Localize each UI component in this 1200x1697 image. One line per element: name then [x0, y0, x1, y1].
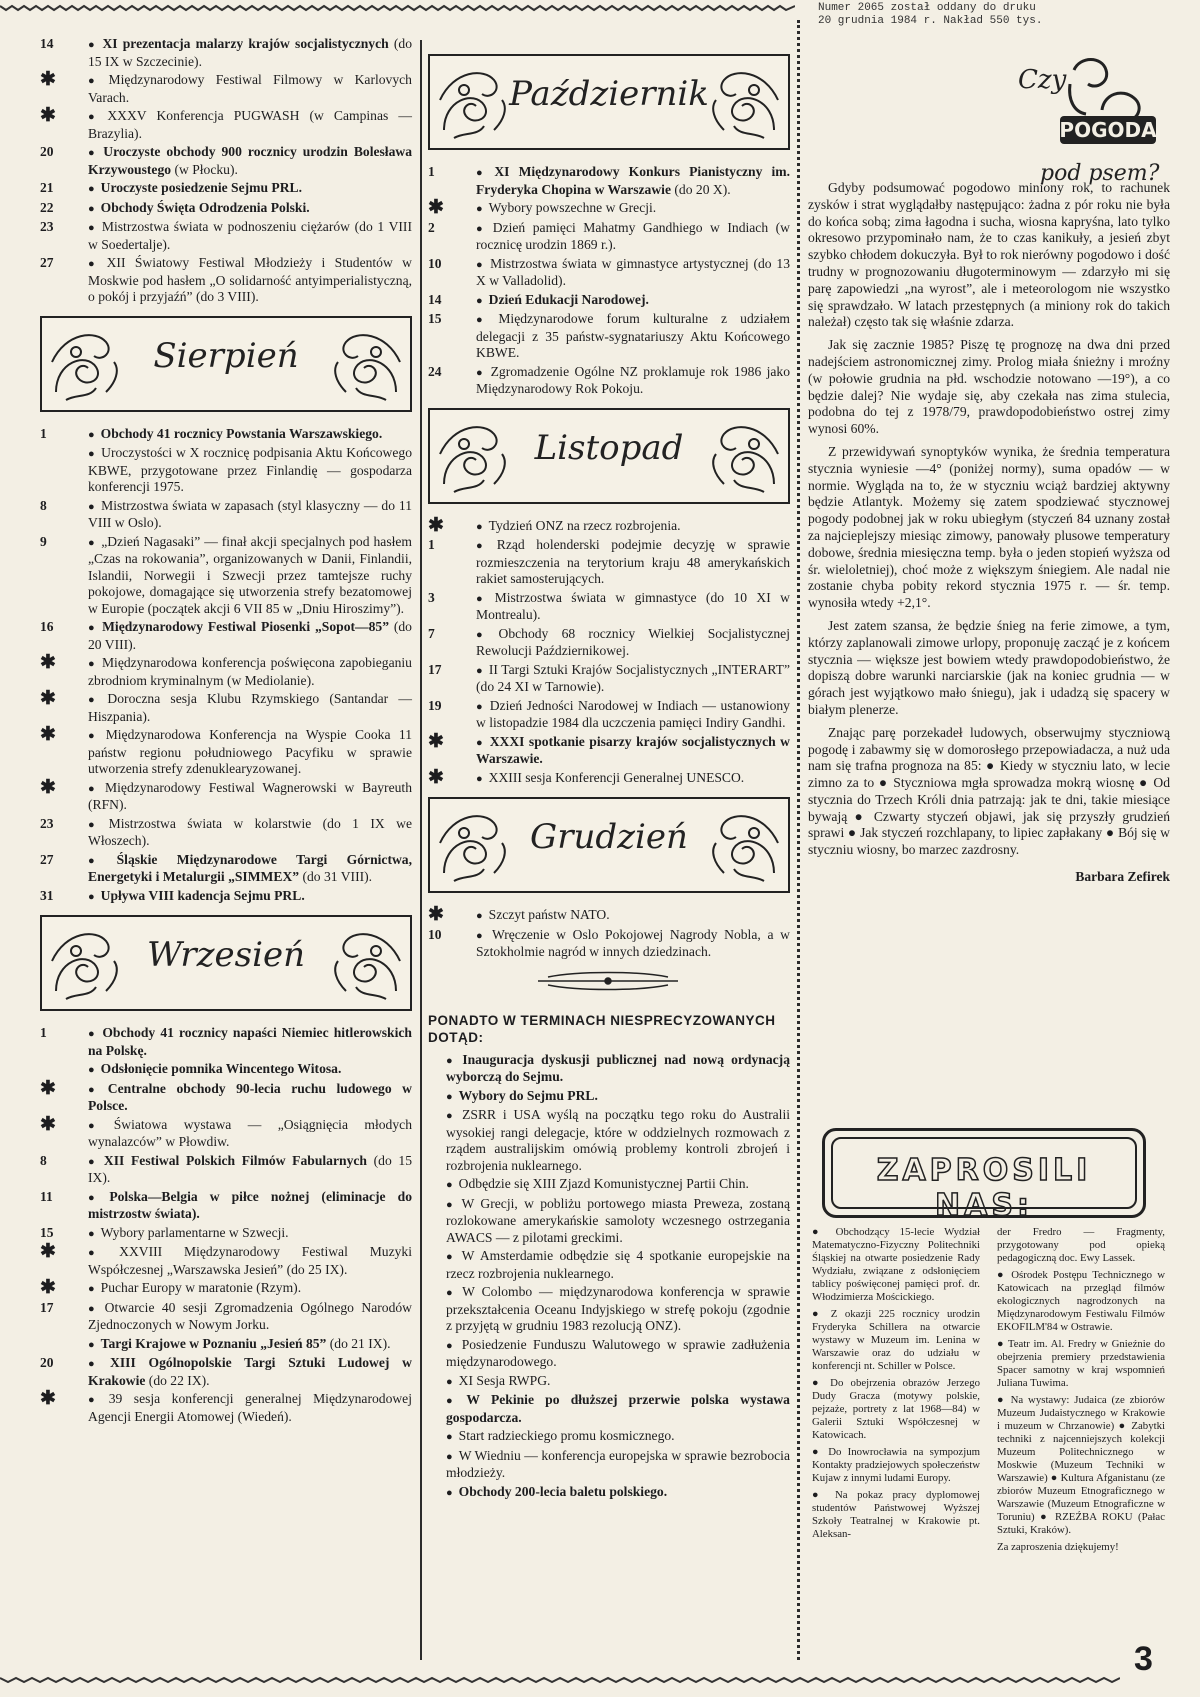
- event-text: ● Mistrzostwa świata w gimnastyce (do 10 XI w Montrealu).: [476, 590, 790, 624]
- month-banner-listopad: [428, 408, 790, 504]
- event-text: ● Odsłonięcie pomnika Wincentego Witosa.: [88, 1061, 412, 1079]
- invitation-item: ● Do obejrzenia obrazów Jerzego Dudy Gracza (motywy polskie, pejzaże, portrety z lat 1968—84) w Galerii Sztuki Współczesnej w Katowicach.: [812, 1377, 980, 1441]
- zaprosili-right-column: [997, 1226, 1165, 1558]
- event-date: 27: [40, 255, 54, 270]
- event-date: 14: [40, 36, 54, 51]
- unscheduled-item-text: ● Start radzieckiego promu kosmicznego.: [446, 1428, 790, 1446]
- event-text: ● Centralne obchody 90-lecia ruchu ludowego w Polsce.: [88, 1081, 412, 1115]
- event-text: ● XXVIII Międzynarodowy Festiwal Muzyki Współczesnej „Warszawska Jesień” (do 25 IX).: [88, 1244, 412, 1278]
- event-text: ● Międzynarodowa konferencja poświęcona zapobieganiu zbrodniom kryminalnym (w Mediolanie).: [88, 655, 412, 689]
- unscheduled-item: [428, 1484, 790, 1502]
- logo-text-pogoda: POGODA: [1059, 118, 1157, 142]
- event-entry: [40, 219, 412, 253]
- event-text: ● XI Międzynarodowy Konkurs Pianistyczny im. Fryderyka Chopina w Warszawie (do 20 X).: [476, 164, 790, 198]
- event-date: ✱: [428, 904, 444, 925]
- logo-text-pod-psem: pod psem?: [1040, 161, 1160, 186]
- event-entry: [428, 766, 790, 788]
- event-text: ● Obchody 68 rocznicy Wielkiej Socjalistycznej Rewolucji Październikowej.: [476, 626, 790, 660]
- event-text: ● Otwarcie 40 sesji Zgromadzenia Ogólnego Narodów Zjednoczonych w Nowym Jorku.: [88, 1300, 412, 1334]
- event-entry: [40, 888, 412, 906]
- event-text: ● Tydzień ONZ na rzecz rozbrojenia.: [476, 518, 790, 536]
- event-entry: [40, 776, 412, 814]
- event-entry: [40, 1113, 412, 1151]
- event-date: 14: [428, 291, 442, 307]
- event-date: 15: [40, 1224, 54, 1240]
- event-date: 23: [40, 815, 54, 831]
- event-date: ✱: [40, 105, 56, 126]
- event-entry: [40, 688, 412, 725]
- event-date: 3: [428, 589, 435, 605]
- event-text: ● Uroczyste posiedzenie Sejmu PRL.: [88, 180, 412, 198]
- event-text: ● Wybory parlamentarne w Szwecji.: [88, 1225, 412, 1243]
- logo-text-czy: Czy: [1018, 65, 1067, 95]
- event-text: ● „Dzień Nagasaki” — finał akcji specjalnych pod hasłem „Czas na rokowania”, organizowanych w Danii, Finlandii, Islandii, Norwegii i Szwecji przez tamtejsze ruchy pokojowe, domagające się utworzenia strefy bezatomowej w Europie (początek akcji 6 VII 85 w „Dniu Hiroszimy”).: [88, 534, 412, 618]
- event-entry: [40, 1355, 412, 1389]
- event-text: ● Międzynarodowy Festiwal Piosenki „Sopot—85” (do 20 VIII).: [88, 619, 412, 653]
- event-text: ● Mistrzostwa świata w gimnastyce artystycznej (do 13 X w Valladolid).: [476, 256, 790, 290]
- event-entry: [428, 698, 790, 732]
- event-entry: [40, 1277, 412, 1298]
- publication-info: [818, 2, 1042, 28]
- event-text: ● Rząd holenderski podejmie decyzję w sprawie rozmieszczenia na terytorium kraju 48 amerykańskich rakiet samosterujących.: [476, 537, 790, 588]
- events-sierpien: [40, 426, 412, 906]
- event-entry: [428, 662, 790, 696]
- event-entry: [428, 256, 790, 290]
- event-date: 16: [40, 619, 54, 634]
- event-date: ✱: [428, 514, 444, 536]
- event-date: ✱: [40, 1113, 56, 1135]
- event-text: ● Obchody 41 rocznicy napaści Niemiec hitlerowskich na Polskę.: [88, 1025, 412, 1059]
- event-entry: [428, 590, 790, 624]
- event-date: 20: [40, 144, 54, 159]
- event-text: ● II Targi Sztuki Krajów Socjalistycznych „INTERART” (do 24 XI w Tarnowie).: [476, 662, 790, 696]
- unscheduled-item-text: ● Posiedzenie Funduszu Walutowego w sprawie zadłużenia międzynarodowego.: [446, 1337, 790, 1371]
- unscheduled-item: [428, 1428, 790, 1446]
- event-entry: [428, 197, 790, 218]
- event-text: ● Uroczystości w X rocznicę podpisania Aktu Końcowego KBWE, przygotowane przez Finlandię — gospodarza konferencji 1975.: [88, 445, 412, 496]
- pogoda-logo: [1010, 50, 1160, 190]
- events-wrzesien: [40, 1025, 412, 1425]
- event-entry: [428, 311, 790, 362]
- invitation-item: der Fredro — Fragmenty, przygotowany pod opieką pedagogiczną doc. Ewy Lassek.: [997, 1226, 1165, 1264]
- event-date: 1: [428, 537, 435, 552]
- zaprosili-title: ZAPROSILI NAS:: [876, 1153, 1092, 1223]
- event-date: 31: [40, 887, 54, 903]
- event-entry: [40, 144, 412, 178]
- invitation-item: ● Na wystawy: Judaica (ze zbiorów Muzeum Judaistycznego w Krakowie i muzeum w Chrzanowie) ● Zabytki techniki z najcenniejszych kolekcji Muzeum Politechnicznego w Moskwie (Muzeum Techniki w Warszawie) ● Kultura Afganistanu (ze zbiorów Muzeum Etnograficznego w Warszawie (Muzeum Etnograficzne w Toruniu) ● RZEŹBA ROKU (Pałac Sztuki, Kraków).: [997, 1394, 1165, 1536]
- page-number: 3: [1134, 1640, 1153, 1678]
- event-text: ● Szczyt państw NATO.: [476, 907, 790, 925]
- event-text: ● Mistrzostwa świata w zapasach (styl klasyczny — do 11 VIII w Oslo).: [88, 498, 412, 532]
- event-entry: [40, 852, 412, 886]
- event-date: 17: [428, 661, 442, 677]
- event-entry: [428, 730, 790, 768]
- invitation-item: ● Ośrodek Postępu Technicznego w Katowicach na przegląd filmów ekologicznych nagrodzonych na Międzynarodowym Festiwalu Filmów EKOFILM'84 w Ostrawie.: [997, 1269, 1165, 1333]
- event-entry: [40, 724, 412, 778]
- event-entry: [40, 255, 412, 306]
- column-divider-2: [797, 20, 800, 1660]
- event-entry: [40, 652, 412, 689]
- unscheduled-item-text: ● Obchody 200-lecia baletu polskiego.: [446, 1484, 790, 1502]
- unscheduled-item-text: ● XI Sesja RWPG.: [446, 1373, 790, 1391]
- event-date: 2: [428, 219, 435, 235]
- unscheduled-item: [428, 1052, 790, 1086]
- column-1: [40, 36, 412, 1427]
- unscheduled-item-text: ● Inauguracja dyskusji publicznej nad nową ordynacją wyborczą do Sejmu.: [446, 1052, 790, 1086]
- article-paragraph: Znając parę porzekadeł ludowych, obserwujmy styczniową pogodę i zabawmy się w domorosłego przepowiadacza, a nuż uda nam się trafna prognoza na 85: ● Kiedy w styczniu lato, w lecie zimno za to ● Styczniowa mgła sprowadza mokrą wiosnę ● Od stycznia do Trzech Króli dnia patrzają: jak te dni, takie miesiące bywają ● Czwarty styczeń objawi, jak się przyszły grudzień sprawi ● Jak styczeń rozchlapany, to lipiec zapłakany ● Bój się w styczniu wiosny, bo marzec zazdrosny.: [808, 724, 1170, 858]
- zaprosili-banner: [822, 1128, 1146, 1223]
- event-entry: [40, 1061, 412, 1079]
- article-paragraph: Jest zatem szansa, że będzie śnieg na ferie zimowe, a tym, którzy zaplanowali zimowe urlopy, proponuję zacząć je z końcem stycznia — większe jest bowiem wtedy prawdopodobieństwo, że dopiszą dobre warunki narciarskie (jak na koniec grudnia — w górach jest wyjątkowo mało śniegu), jak i udadzą się spacery w białym plenerze.: [808, 617, 1170, 717]
- events-pazdziernik: [428, 164, 790, 398]
- unscheduled-item: [428, 1373, 790, 1391]
- event-text: ● 39 sesja konferencji generalnej Międzynarodowej Agencji Energii Atomowej (Wiedeń).: [88, 1391, 412, 1425]
- unscheduled-item-text: ● Odbędzie się XIII Zjazd Komunistycznej Partii Chin.: [446, 1176, 790, 1194]
- top-zigzag-rule: [0, 4, 795, 12]
- events-listopad: [428, 514, 790, 788]
- month-banner-grudzien: [428, 797, 790, 893]
- event-date: 9: [40, 533, 47, 549]
- event-date: ✱: [428, 730, 444, 752]
- invitation-item: ● Do Inowrocławia na sympozjum Kontakty pradziejowych społeczeństw Kujaw z innymi ludami Europy.: [812, 1446, 980, 1484]
- event-text: ● Wręczenie w Oslo Pokojowej Nagrody Nobla, a w Sztokholmie nagród w innych dziedzinach.: [476, 927, 790, 961]
- unscheduled-item-text: ● W Amsterdamie odbędzie się 4 spotkanie europejskie na rzecz rozbrojenia nuklearnego.: [446, 1248, 790, 1282]
- weather-article-body: [808, 180, 1170, 859]
- invitation-item: Za zaproszenia dziękujemy!: [997, 1541, 1119, 1553]
- event-text: ● Międzynarodowa Konferencja na Wyspie Cooka 11 państw regionu południowego Pacyfiku w sprawie utworzenia strefy zdenuklearyzowanej.: [88, 727, 412, 778]
- event-entry: [40, 426, 412, 444]
- event-date: ✱: [40, 724, 56, 745]
- event-date: 8: [40, 497, 47, 513]
- event-entry: [428, 220, 790, 254]
- event-entry: [40, 1241, 412, 1278]
- event-date: ✱: [40, 652, 56, 673]
- unscheduled-item: [428, 1088, 790, 1106]
- event-text: ● Śląskie Międzynarodowe Targi Górnictwa, Energetyki i Metalurgii „SIMMEX” (do 31 VIII).: [88, 852, 412, 886]
- divider-ornament-icon: [428, 969, 788, 993]
- event-date: 19: [428, 697, 442, 713]
- event-text: ● Światowa wystawa — „Osiągnięcia młodych wynalazców” w Płowdiw.: [88, 1117, 412, 1151]
- article-signature: Barbara Zefirek: [1075, 869, 1170, 885]
- event-text: ● Upływa VIII kadencja Sejmu PRL.: [88, 888, 412, 906]
- invitation-item: ● Z okazji 225 rocznicy urodzin Fryderyka Schillera na otwarcie wystawy w Muzeum im. Lenina w Warszawie oraz do udziału w konferencji nt. Schiller w Polsce.: [812, 1308, 980, 1372]
- event-entry: [40, 1300, 412, 1334]
- event-entry: [40, 105, 412, 142]
- event-entry: [40, 1225, 412, 1243]
- event-date: 20: [40, 1355, 54, 1370]
- invitation-item: ● Na pokaz pracy dyplomowej studentów Państwowej Wyższej Szkoły Teatralnej w Krakowie pt. Aleksan-: [812, 1489, 980, 1540]
- event-entry: [40, 445, 412, 496]
- unscheduled-item-text: ● W Colombo — międzynarodowa konferencja w sprawie przekształcenia Oceanu Indyjskiego w strefę pokoju (zgodnie z przyjętą w grudniu 1983 rezolucją ONZ).: [446, 1284, 790, 1335]
- unscheduled-item-text: ● W Wiedniu — konferencja europejska w sprawie bezrobocia młodzieży.: [446, 1448, 790, 1482]
- column-2: [428, 54, 790, 1503]
- event-text: ● XI prezentacja malarzy krajów socjalistycznych (do 15 IX w Szczecinie).: [88, 36, 412, 70]
- event-entry: [40, 1153, 412, 1187]
- unscheduled-item: [428, 1248, 790, 1282]
- event-text: ● Targi Krajowe w Poznaniu „Jesień 85” (do 21 IX).: [88, 1336, 412, 1354]
- month-banner-sierpien: [40, 316, 412, 412]
- article-paragraph: Z przewidywań synoptyków wynika, że średnia temperatura stycznia wyniesie —4° (poniżej normy), suma opadów — w normie. Wygląda na to, że w styczniu wciąż bardziej aktywny będzie Atlantyk. Możemy się zatem spodziewać stycznowej pogody podobnej jak w roku ubiegłym (styczeń 84 uznany został za najcieplejszy miesiąc zimowy, panowały plusowe temperatury dobowe, średnia miesięczna temp. była o jeden stopień wyższa od śr. wieloletniej), choć może z większym śniegiem. Ale nadal nie zostanie chyba pobity rekord stycznia 1975 r. — śr. temp. wynosiła wtedy +2,1°.: [808, 443, 1170, 611]
- event-entry: [428, 364, 790, 398]
- event-date: ✱: [40, 69, 56, 90]
- event-entry: [40, 1189, 412, 1223]
- unscheduled-item: [428, 1392, 790, 1426]
- event-text: ● XXXV Konferencja PUGWASH (w Campinas — Brazylia).: [88, 108, 412, 142]
- event-entry: [40, 1388, 412, 1425]
- event-date: 27: [40, 851, 54, 867]
- event-date: 10: [428, 926, 442, 942]
- unscheduled-item-text: ● Wybory do Sejmu PRL.: [446, 1088, 790, 1106]
- event-date: ✱: [40, 1277, 56, 1298]
- event-text: ● Obchody 41 rocznicy Powstania Warszawskiego.: [88, 426, 412, 444]
- events-unscheduled: [428, 1052, 790, 1502]
- unscheduled-item: [428, 1196, 790, 1247]
- unscheduled-item: [428, 1337, 790, 1371]
- event-date: 17: [40, 1299, 54, 1315]
- event-date: 1: [428, 164, 435, 179]
- events-july-continued: [40, 36, 412, 306]
- event-entry: [40, 1077, 412, 1115]
- zaprosili-left-column: [812, 1226, 980, 1545]
- event-entry: [40, 1025, 412, 1059]
- event-date: ✱: [40, 1077, 56, 1099]
- month-title-pazdziernik: Październik: [509, 74, 709, 114]
- article-paragraph: Jak się zacznie 1985? Piszę tę prognozę na dwa dni przed nadejściem astronomicznej zimy. Prolog miała śnieżny i mroźny (w połowie grudnia na płd. wschodzie notowano —19°), a co będzie dalej? Nie wydaje się, aby czekała nas zima stulecia, podobna do tej z 1978/79, prawdopodobieństwo ostrej zimy wynosi 60%.: [808, 337, 1170, 437]
- bottom-zigzag-rule: [0, 1676, 1120, 1684]
- event-entry: [428, 292, 790, 310]
- event-date: ✱: [428, 766, 444, 788]
- event-entry: [428, 626, 790, 660]
- event-date: ✱: [40, 688, 56, 709]
- event-date: [40, 1336, 88, 1354]
- event-text: ● XII Festiwal Polskich Filmów Fabularnych (do 15 IX).: [88, 1153, 412, 1187]
- event-date: ✱: [40, 1241, 56, 1262]
- event-text: ● Uroczyste obchody 900 rocznicy urodzin Bolesława Krzywoustego (w Płocku).: [88, 144, 412, 178]
- ponadto-heading: PONADTO W TERMINACH NIESPRECYZOWANYCH DOTĄD:: [428, 1012, 776, 1045]
- event-entry: [428, 927, 790, 961]
- event-date: 10: [428, 255, 442, 271]
- unscheduled-item-text: ● W Grecji, w pobliżu portowego miasta Preweza, zostaną rozlokowane amerykańskie samoloty wczesnego ostrzegania AWACS — z pilotami greckimi.: [446, 1196, 790, 1247]
- event-text: ● XXIII sesja Konferencji Generalnej UNESCO.: [476, 770, 790, 788]
- event-text: ● XII Światowy Festiwal Młodzieży i Studentów w Moskwie pod hasłem „O solidarność antyimperialistyczną, o pokój i przyjaźń” (do 3 VIII).: [88, 255, 412, 306]
- unscheduled-item: [428, 1448, 790, 1482]
- event-text: ● Mistrzostwa świata w kolarstwie (do 1 IX we Włoszech).: [88, 816, 412, 850]
- month-banner-pazdziernik: [428, 54, 790, 150]
- event-entry: [40, 69, 412, 106]
- invitation-item: ● Teatr im. Al. Fredry w Gnieźnie do obejrzenia premiery przedstawienia Spacer samotny w kraj wspomnień Juliana Tuwima.: [997, 1338, 1165, 1389]
- invitation-item: ● Obchodzący 15-lecie Wydział Matematyczno-Fizyczny Politechniki Śląskiej na otwarte posiedzenie Rady Wydziału, związane z odsłonięciem tablicy poświęconej pamięci prof. dr. Włodzimierza Mościckiego.: [812, 1226, 980, 1303]
- publication-line-2: 20 grudnia 1984 r. Nakład 550 tys.: [818, 15, 1043, 27]
- event-date: ✱: [40, 1388, 56, 1409]
- unscheduled-item: [428, 1107, 790, 1174]
- event-text: ● Wybory powszechne w Grecji.: [476, 200, 790, 218]
- event-text: ● Zgromadzenie Ogólne NZ proklamuje rok 1986 jako Międzynarodowy Rok Pokoju.: [476, 364, 790, 398]
- event-text: ● Obchody Święta Odrodzenia Polski.: [88, 200, 412, 218]
- event-entry: [428, 164, 790, 198]
- event-date: 8: [40, 1152, 47, 1168]
- event-date: 21: [40, 180, 54, 195]
- event-text: ● Dzień pamięci Mahatmy Gandhiego w Indiach (w rocznicę urodzin 1869 r.).: [476, 220, 790, 254]
- event-date: 11: [40, 1188, 53, 1204]
- month-title-wrzesien: Wrzesień: [146, 935, 306, 975]
- event-text: ● Polska—Belgia w piłce nożnej (eliminacje do mistrzostw świata).: [88, 1189, 412, 1223]
- event-text: ● Mistrzostwa świata w podnoszeniu ciężarów (do 1 VIII w Soedertalje).: [88, 219, 412, 253]
- event-date: [40, 445, 88, 496]
- event-entry: [428, 537, 790, 588]
- event-date: 15: [428, 311, 442, 326]
- event-entry: [40, 200, 412, 218]
- event-date: 24: [428, 363, 442, 379]
- month-banner-wrzesien: [40, 915, 412, 1011]
- unscheduled-item: [428, 1284, 790, 1335]
- unscheduled-item: [428, 1176, 790, 1194]
- event-date: 22: [40, 199, 54, 215]
- event-entry: [40, 534, 412, 618]
- month-title-sierpien: Sierpień: [153, 335, 299, 376]
- month-title-grudzien: Grudzień: [530, 817, 688, 857]
- event-text: ● Dzień Edukacji Narodowej.: [476, 292, 790, 310]
- event-entry: [40, 180, 412, 198]
- event-text: ● Puchar Europy w maratonie (Rzym).: [88, 1280, 412, 1298]
- event-text: ● XXXI spotkanie pisarzy krajów socjalistycznych w Warszawie.: [476, 734, 790, 768]
- column-3-weather-article: [808, 180, 1170, 885]
- column-divider-1: [420, 40, 422, 1660]
- article-paragraph: Gdyby podsumować pogodowo miniony rok, to rachunek zysków i strat wyglądałby następująco: żadna z pór roku nie była do końca sobą; zima łagodna i sucha, wiosna kapryśna, lato tylko okresowo przypominało nam, że to czas kanikuły, a jesień zbyt szybko chłodem dokuczyła. Był to rok nierówny pogodowo i dość trudny w prognozowaniu długoterminowym — zdarzyło mi się parę zapowiedzi „na wyrost”, ale i meteorologom nie wszystko się sprawdzało. W latach przestępnych (a miniony rok do takich należał) często tak się właśnie zdarza.: [808, 180, 1170, 330]
- event-date: 1: [40, 1025, 47, 1040]
- event-entry: [40, 36, 412, 70]
- event-text: ● Doroczna sesja Klubu Rzymskiego (Santandar — Hiszpania).: [88, 691, 412, 725]
- event-entry: [40, 1336, 412, 1354]
- event-entry: [40, 816, 412, 850]
- event-entry: [428, 514, 790, 536]
- event-entry: [40, 619, 412, 653]
- event-text: ● Międzynarodowy Festiwal Wagnerowski w Bayreuth (RFN).: [88, 780, 412, 814]
- events-grudzien: [428, 904, 790, 961]
- event-date: 7: [428, 625, 435, 641]
- month-title-listopad: Listopad: [534, 427, 684, 468]
- unscheduled-item-text: ● ZSRR i USA wyślą na początku tego roku do Australii wysokiej rangi delegacje, które w oddzielnych rozmowach z rządem australijskim omówią problemy kontroli zbrojeń i rozbrojenia nuklearnego.: [446, 1107, 790, 1174]
- event-text: ● Dzień Jedności Narodowej w Indiach — ustanowiony w listopadzie 1984 dla uczczenia pamięci Indiry Gandhi.: [476, 698, 790, 732]
- event-text: ● Międzynarodowy Festiwal Filmowy w Karlovych Varach.: [88, 72, 412, 106]
- event-text: ● XIII Ogólnopolskie Targi Sztuki Ludowej w Krakowie (do 22 IX).: [88, 1355, 412, 1389]
- publication-line-1: Numer 2065 został oddany do druku: [818, 2, 1036, 14]
- event-date: ✱: [428, 197, 444, 218]
- event-date: ✱: [40, 776, 56, 798]
- event-date: 23: [40, 219, 54, 234]
- event-date: [40, 1061, 88, 1079]
- unscheduled-item-text: ● W Pekinie po dłuższej przerwie polska wystawa gospodarcza.: [446, 1392, 790, 1426]
- event-text: ● Międzynarodowe forum kulturalne z udziałem delegacji z 35 państw-sygnatariuszy Aktu Końcowego KBWE.: [476, 311, 790, 362]
- event-date: 1: [40, 425, 47, 441]
- event-entry: [40, 498, 412, 532]
- event-entry: [428, 904, 790, 925]
